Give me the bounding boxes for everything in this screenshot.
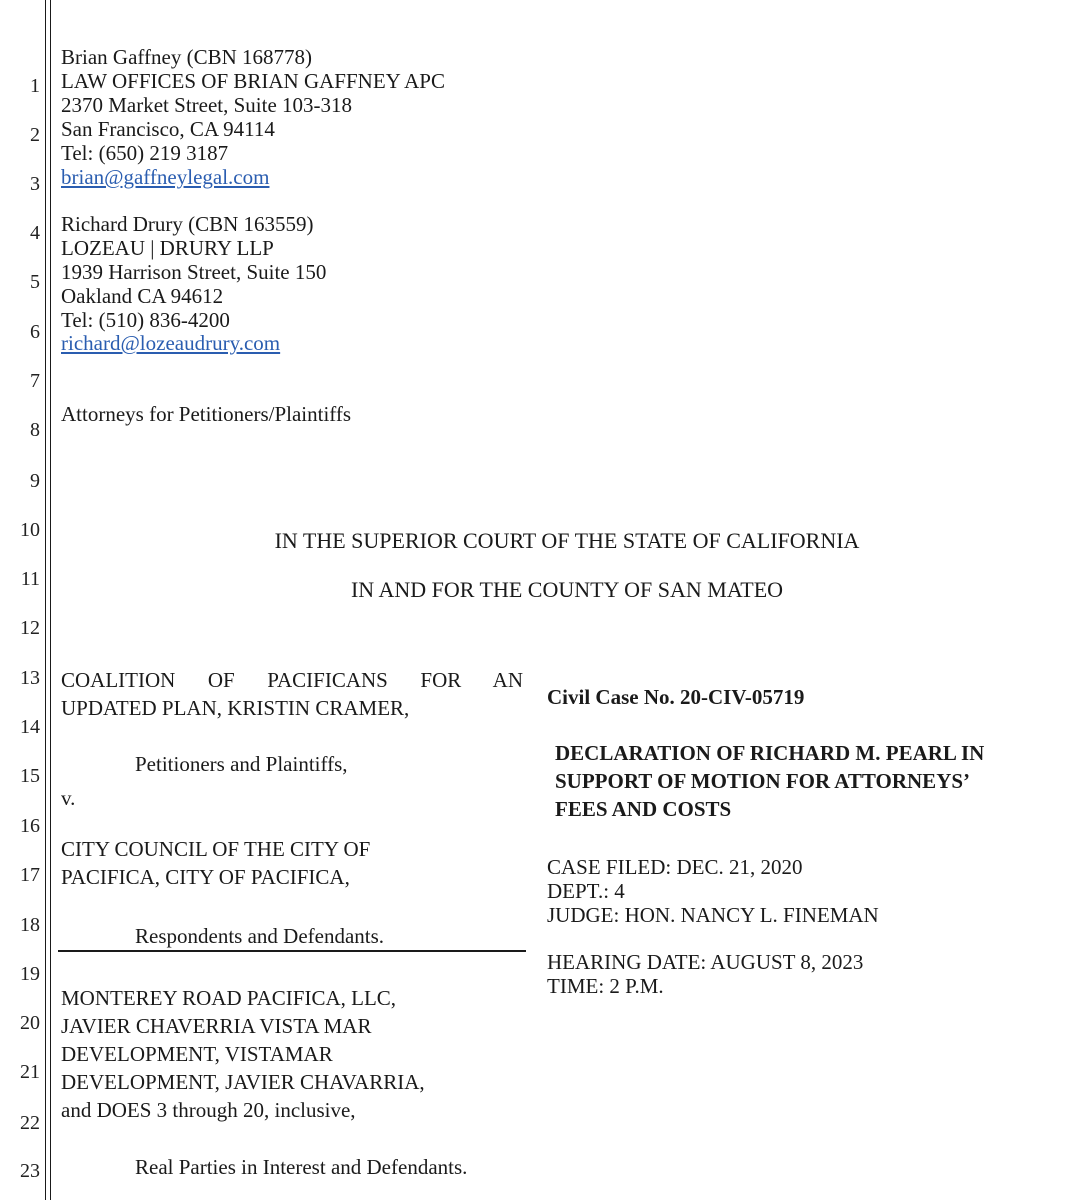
attorney2-city: Oakland CA 94612 <box>61 284 224 308</box>
attorney2-name: Richard Drury (CBN 163559) <box>61 212 314 236</box>
petitioners-line1: COALITION OF PACIFICANS FOR AN <box>61 668 523 692</box>
line-number: 19 <box>20 963 40 985</box>
line-number: 4 <box>30 222 40 244</box>
document-title-line1: DECLARATION OF RICHARD M. PEARL IN <box>555 741 985 765</box>
attorney1-tel: Tel: (650) 219 3187 <box>61 141 229 165</box>
hearing-date: HEARING DATE: AUGUST 8, 2023 <box>547 950 864 974</box>
attorney2-firm: LOZEAU | DRURY LLP <box>61 236 274 260</box>
rpi-role: Real Parties in Interest and Defendants. <box>135 1155 468 1179</box>
line-number: 21 <box>20 1061 40 1083</box>
versus: v. <box>61 786 76 810</box>
document-title-line2: SUPPORT OF MOTION FOR ATTORNEYS’ <box>555 769 971 793</box>
line-number: 14 <box>20 716 40 738</box>
line-number: 1 <box>30 75 40 97</box>
attorney1-city: San Francisco, CA 94114 <box>61 117 275 141</box>
line-number: 9 <box>30 470 40 492</box>
attorney1-firm: LAW OFFICES OF BRIAN GAFFNEY APC <box>61 69 445 93</box>
department: DEPT.: 4 <box>547 879 625 903</box>
attorney2-tel: Tel: (510) 836-4200 <box>61 308 230 332</box>
line-number: 23 <box>20 1160 40 1182</box>
line-number: 11 <box>20 568 40 590</box>
line-number: 3 <box>30 173 40 195</box>
line-number: 2 <box>30 124 40 146</box>
line-number: 7 <box>30 370 40 392</box>
line-number: 5 <box>30 271 40 293</box>
line-number: 20 <box>20 1012 40 1034</box>
hearing-time: TIME: 2 P.M. <box>547 974 664 998</box>
rpi-line4: DEVELOPMENT, JAVIER CHAVARRIA, <box>61 1070 425 1094</box>
line-number: 13 <box>20 667 40 689</box>
attorney2-email-link[interactable]: richard@lozeaudrury.com <box>61 331 281 355</box>
judge: JUDGE: HON. NANCY L. FINEMAN <box>547 903 879 927</box>
attorney1-email-link[interactable]: brian@gaffneylegal.com <box>61 165 270 189</box>
attorneys-for: Attorneys for Petitioners/Plaintiffs <box>61 402 352 426</box>
attorney2-street: 1939 Harrison Street, Suite 150 <box>61 260 327 284</box>
margin-rule-right <box>50 0 51 1200</box>
line-number: 12 <box>20 617 40 639</box>
case-filed: CASE FILED: DEC. 21, 2020 <box>547 855 803 879</box>
line-number: 22 <box>20 1112 40 1134</box>
line-number: 6 <box>30 321 40 343</box>
respondents-line1: CITY COUNCIL OF THE CITY OF <box>61 837 371 861</box>
line-number: 10 <box>20 519 40 541</box>
petitioners-role: Petitioners and Plaintiffs, <box>135 752 348 776</box>
respondents-role: Respondents and Defendants. <box>135 924 385 948</box>
petitioners-line2: UPDATED PLAN, KRISTIN CRAMER, <box>61 696 410 720</box>
caption-divider <box>58 950 526 952</box>
court-heading-line2: IN AND FOR THE COUNTY OF SAN MATEO <box>350 577 784 602</box>
line-number: 15 <box>20 765 40 787</box>
line-number: 8 <box>30 419 40 441</box>
document-title-line3: FEES AND COSTS <box>555 797 732 821</box>
line-number: 16 <box>20 815 40 837</box>
rpi-line2: JAVIER CHAVERRIA VISTA MAR <box>61 1014 372 1038</box>
respondents-line2: PACIFICA, CITY OF PACIFICA, <box>61 865 350 889</box>
attorney1-street: 2370 Market Street, Suite 103-318 <box>61 93 353 117</box>
case-number: Civil Case No. 20-CIV-05719 <box>547 685 805 709</box>
attorney1-name: Brian Gaffney (CBN 168778) <box>61 45 312 69</box>
court-heading-line1: IN THE SUPERIOR COURT OF THE STATE OF CALIFORNIA <box>274 528 860 553</box>
line-number: 17 <box>20 864 40 886</box>
rpi-line5: and DOES 3 through 20, inclusive, <box>61 1098 356 1122</box>
margin-rule-left <box>45 0 46 1200</box>
rpi-line1: MONTEREY ROAD PACIFICA, LLC, <box>61 986 397 1010</box>
line-number: 18 <box>20 914 40 936</box>
rpi-line3: DEVELOPMENT, VISTAMAR <box>61 1042 333 1066</box>
